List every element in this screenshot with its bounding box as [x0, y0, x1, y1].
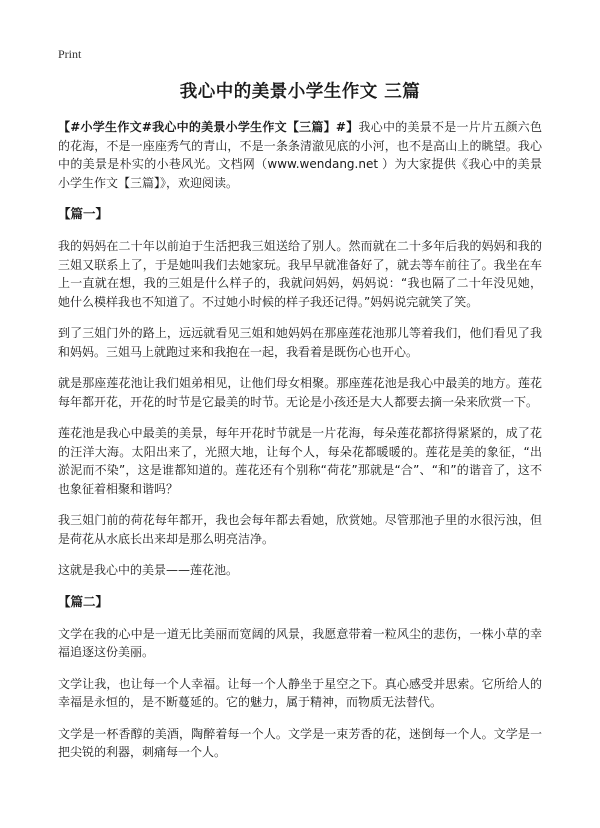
- article-title: 我心中的美景小学生作文 三篇: [179, 82, 421, 102]
- section-heading-1: 【篇一】: [58, 206, 109, 221]
- section-1-paragraph-2: 到了三姐门外的路上，远远就看见三姐和她妈妈在那座莲花池那儿等着我们，他们看见了我和妈妈。三姐马上就跑过来和我抱在一起，我看着是既伤心也开心。: [58, 326, 542, 359]
- article-body: [58, 118, 542, 775]
- intro-paragraph: [58, 118, 542, 192]
- section-heading-2: 【篇二】: [58, 593, 109, 609]
- section-2-paragraph-3: 文学是一杯香醇的美酒，陶醉着每一个人。文学是一束芳香的花，迷倒每一个人。文学是一把尖锐的利器，刺痛每一个人。: [58, 726, 542, 759]
- section-1-paragraph-6: 这就是我心中的美景——莲花池。: [58, 563, 239, 577]
- section-1-paragraph-3: 就是那座莲花池让我们姐弟相见，让他们母女相聚。那座莲花池是我心中最美的地方。莲花每年都开花，开花的时节是它最美的时节。无论是小孩还是大人都要去摘一朵来欣赏一下。: [58, 376, 542, 409]
- section-1-paragraph-4: 莲花池是我心中最美的美景，每年开花时节就是一片花海，每朵莲花都挤得紧紧的，成了花的汪洋大海。太阳出来了，光照大地，让每个人，每朵花都暖暖的。莲花是美的象征，“出淤泥而不染”，这是谁都知道的。莲花还有个别称“荷花”那就是“合”、“和”的谐音了，这不也象征着相聚和谐吗？: [58, 426, 542, 496]
- section-2-paragraph-2: 文学让我，也让每一个人幸福。让每一个人静坐于星空之下。真心感受并思索。它所给人的幸福是永恒的，是不断蔓延的。它的魅力，属于精神，而物质无法替代。: [58, 676, 542, 709]
- section-1-paragraph-5: 我三姐门前的荷花每年都开，我也会每年都去看她，欣赏她。尽管那池子里的水很污浊，但是荷花从水底长出来却是那么明亮洁净。: [58, 513, 542, 546]
- intro-lead: 【#小学生作文#我心中的美景小学生作文【三篇】#】: [58, 120, 359, 134]
- print-link[interactable]: Print: [58, 47, 82, 61]
- section-1-paragraph-1: 我的妈妈在二十年以前迫于生活把我三姐送给了别人。然而就在二十多年后我的妈妈和我的三姐又联系上了，于是她叫我们去她家玩。我早早就准备好了，就去等车前往了。我坐在车上一直就在想，我的三姐是什么样子的，我就问妈妈，妈妈说：“我也隔了二十年没见她，她什么模样我也不知道了。不过她小时候的样子我还记得。”妈妈说完就笑了笑。: [58, 239, 542, 309]
- section-2-paragraph-1: 文学在我的心中是一道无比美丽而宽阔的风景，我愿意带着一粒风尘的悲伤，一株小草的幸福追逐这份美丽。: [58, 626, 542, 659]
- intro-text: 我心中的美景不是一片片五颜六色的花海，不是一座座秀气的青山，不是一条条清澈见底的小河，也不是高山上的眺望。我心中的美景是朴实的小巷风光。文档网（www.wendang.net ）为大家提供《我心中的美景小学生作文【三篇】》，欢迎阅读。: [58, 120, 542, 190]
